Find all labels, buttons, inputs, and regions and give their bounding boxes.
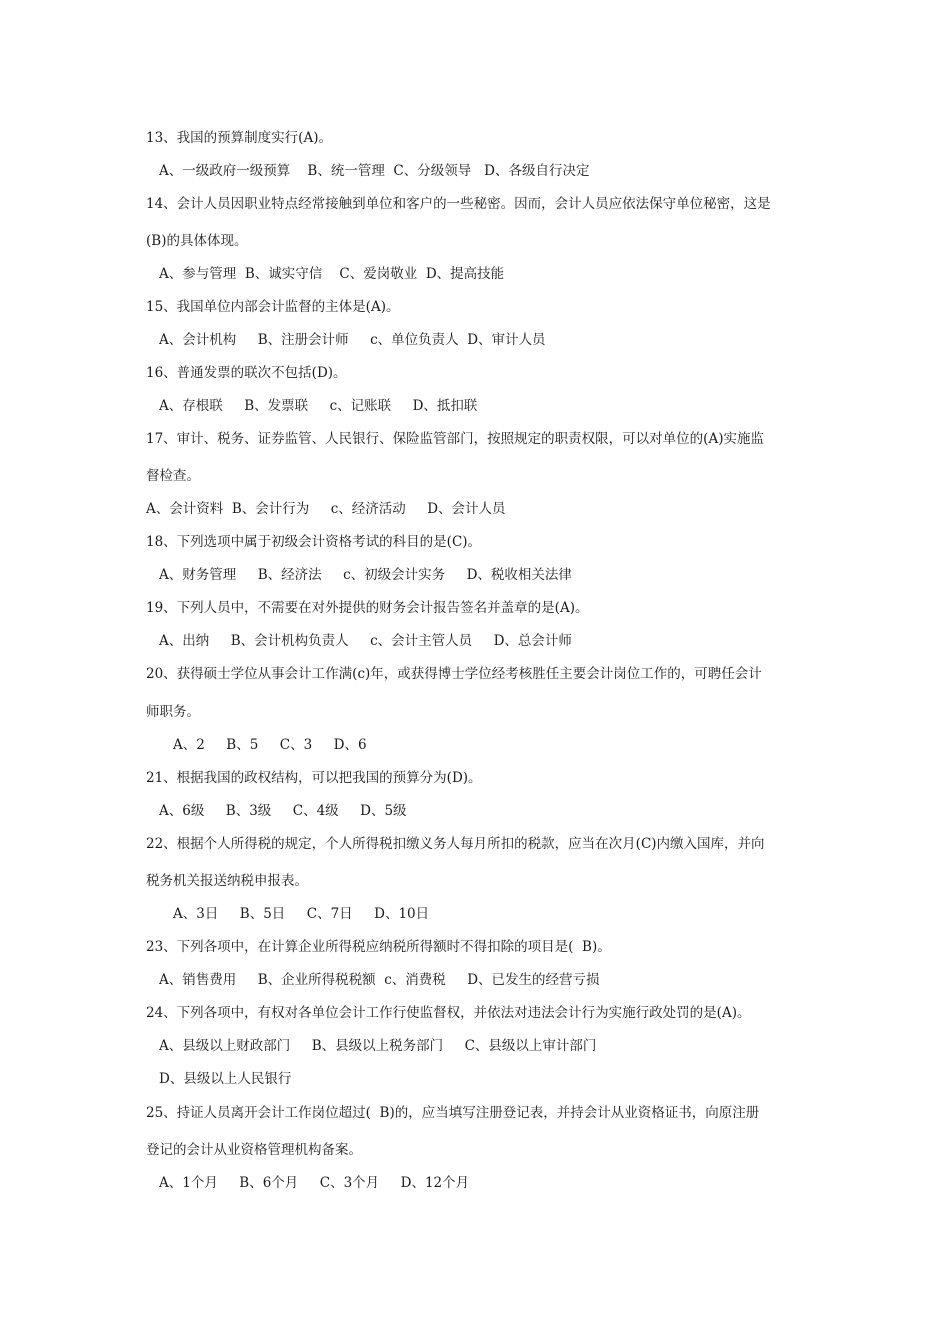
options-25: A、1个月 B、6个月 C、3个月 D、12个月 [159, 1175, 470, 1191]
question-23: 23、下列各项中，在计算企业所得税应纳税所得额时不得扣除的项目是( B)。 [146, 939, 611, 955]
options-24-line2: D、县级以上人民银行 [159, 1071, 292, 1087]
question-20-line2: 师职务。 [146, 704, 200, 720]
options-22: A、3日 B、5日 C、7日 D、10日 [173, 906, 430, 922]
question-19: 19、下列人员中，不需要在对外提供的财务会计报告签名并盖章的是(A)。 [146, 600, 589, 616]
options-17: A、会计资料 B、会计行为 c、经济活动 D、会计人员 [146, 501, 506, 517]
options-19: A、出纳 B、会计机构负责人 c、会计主管人员 D、总会计师 [159, 633, 572, 649]
question-14-line2: (B)的具体体现。 [146, 233, 248, 249]
question-20-line1: 20、获得硕士学位从事会计工作满(c)年，或获得博士学位经考核胜任主要会计岗位工作的，可聘任会计 [146, 666, 762, 682]
question-25-line2: 登记的会计从业资格管理机构备案。 [146, 1142, 362, 1158]
question-22-line2: 税务机关报送纳税申报表。 [146, 873, 308, 889]
question-17-line1: 17、审计、税务、证券监管、人民银行、保险监管部门，按照规定的职责权限，可以对单位的(A)实施监 [146, 431, 764, 447]
question-16: 16、普通发票的联次不包括(D)。 [146, 365, 347, 381]
question-24: 24、下列各项中，有权对各单位会计工作行使监督权，并依法对违法会计行为实施行政处罚的是(A)。 [146, 1005, 751, 1021]
options-24-line1: A、县级以上财政部门 B、县级以上税务部门 C、县级以上审计部门 [159, 1038, 597, 1054]
options-14: A、参与管理 B、诚实守信 C、爱岗敬业 D、提高技能 [159, 266, 505, 282]
question-15: 15、我国单位内部会计监督的主体是(A)。 [146, 299, 400, 315]
options-21: A、6级 B、3级 C、4级 D、5级 [159, 803, 407, 819]
question-14-line1: 14、会计人员因职业特点经常接触到单位和客户的一些秘密。因而，会计人员应依法保守单位秘密，这是 [146, 196, 771, 212]
question-18: 18、下列选项中属于初级会计资格考试的科目的是(C)。 [146, 534, 482, 550]
options-18: A、财务管理 B、经济法 c、初级会计实务 D、税收相关法律 [159, 567, 572, 583]
question-17-line2: 督检查。 [146, 468, 200, 484]
options-13: A、一级政府一级预算 B、统一管理 C、分级领导 D、各级自行决定 [159, 163, 590, 179]
options-16: A、存根联 B、发票联 c、记账联 D、抵扣联 [159, 398, 478, 414]
options-20: A、2 B、5 C、3 D、6 [173, 737, 367, 753]
question-22-line1: 22、根据个人所得税的规定，个人所得税扣缴义务人每月所扣的税款，应当在次月(C)内缴入国库，并向 [146, 836, 765, 852]
options-15: A、会计机构 B、注册会计师 c、单位负责人 D、审计人员 [159, 332, 546, 348]
options-23: A、销售费用 B、企业所得税税额 c、消费税 D、已发生的经营亏损 [159, 972, 600, 988]
question-13: 13、我国的预算制度实行(A)。 [146, 130, 332, 146]
question-21: 21、根据我国的政权结构，可以把我国的预算分为(D)。 [146, 770, 482, 786]
question-25-line1: 25、持证人员离开会计工作岗位超过( B)的，应当填写注册登记表，并持会计从业资格证书，向原注册 [146, 1105, 760, 1121]
